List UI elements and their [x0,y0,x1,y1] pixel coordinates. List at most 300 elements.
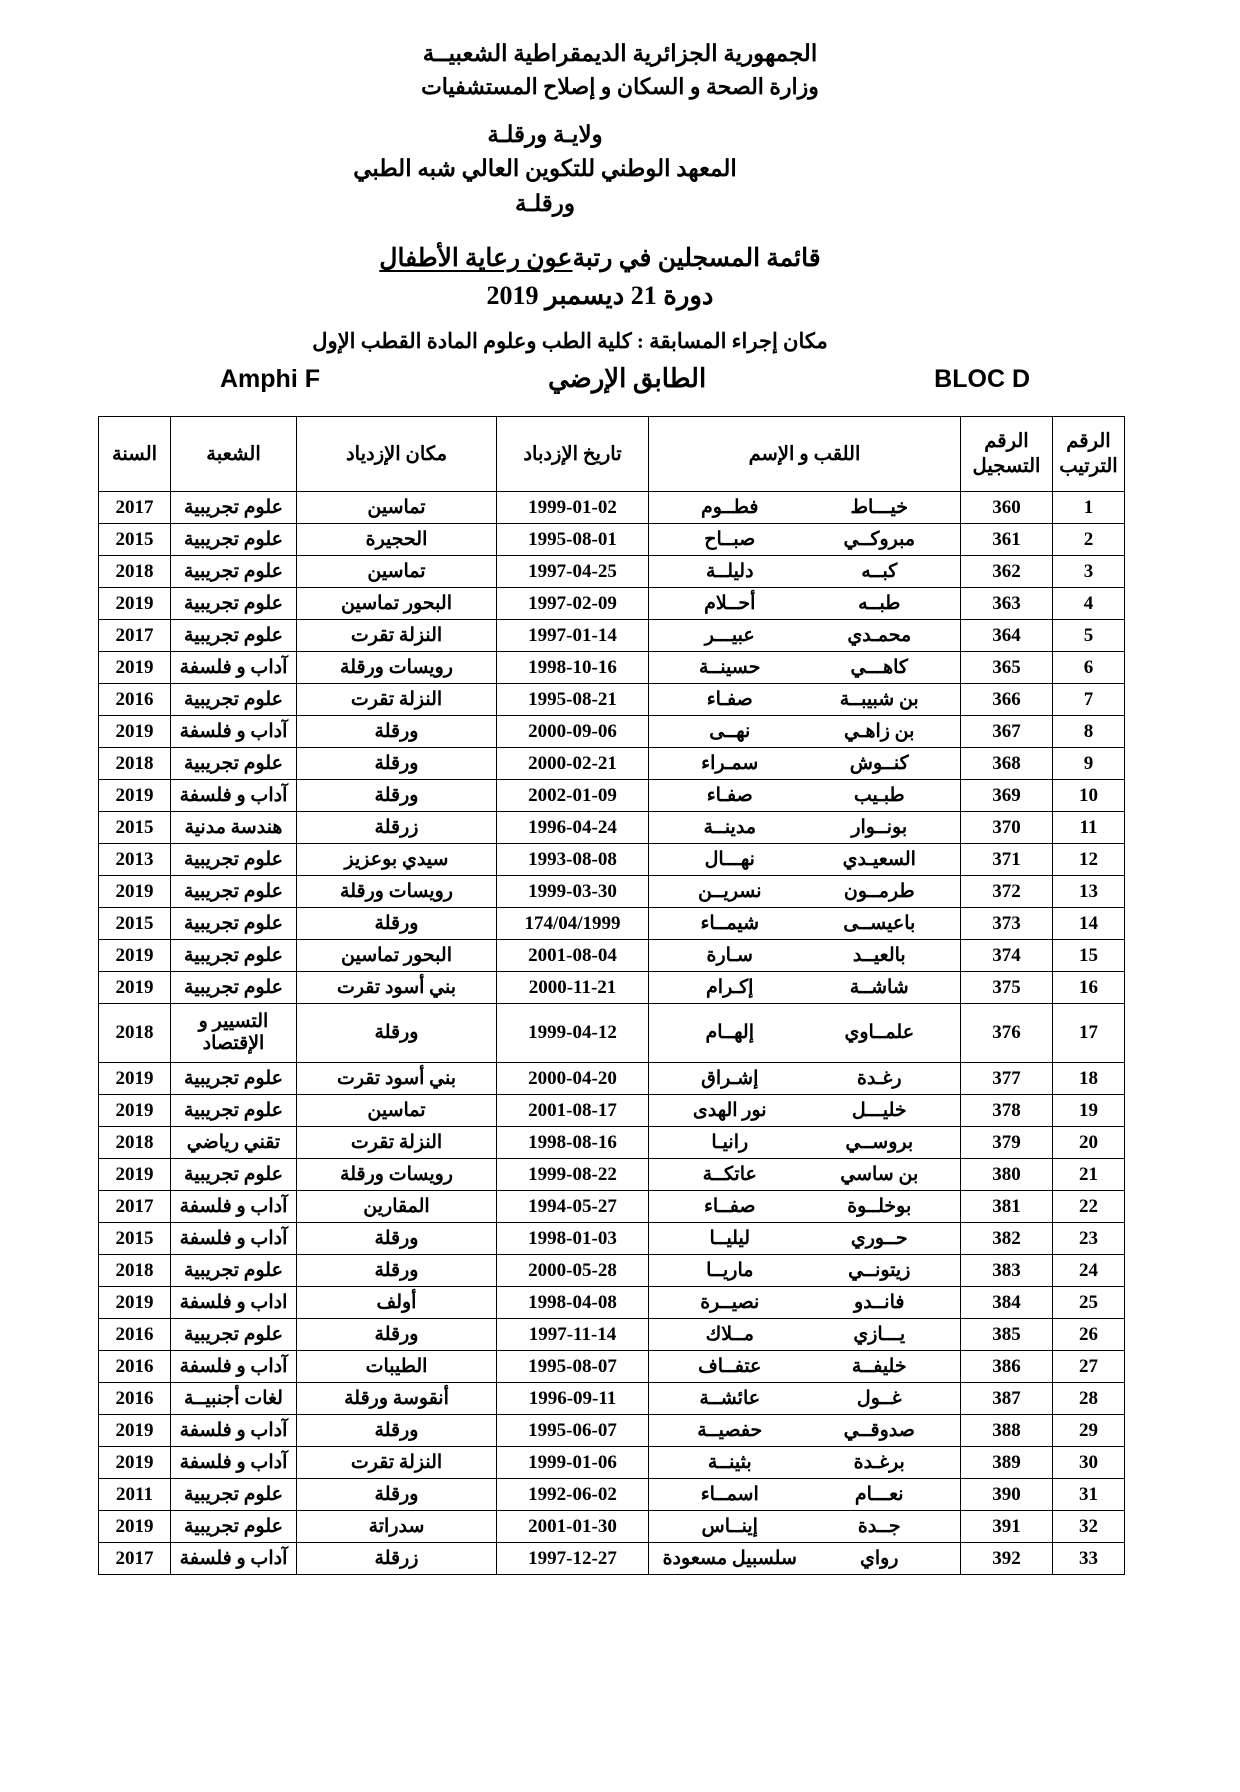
cell-full-name [649,1127,961,1159]
cell-branch: تقني رياضي [171,1127,297,1159]
cell-full-name [649,940,961,972]
cell-rank: 28 [1053,1383,1125,1415]
surname: شاشــة [849,976,909,998]
cell-registration-number: 385 [961,1319,1053,1351]
cell-registration-number: 366 [961,684,1053,716]
cell-year: 2016 [99,1319,171,1351]
cell-branch: علوم تجريبية [171,1063,297,1095]
cell-full-name [649,1319,961,1351]
surname: بن ساسي [840,1163,919,1185]
name-wrapper [649,620,960,651]
surname: كبــه [861,560,898,582]
cell-year: 2019 [99,1287,171,1319]
name-wrapper [649,1095,960,1126]
given-name: إينــاس [701,1515,758,1537]
given-name: إشـراق [701,1067,759,1089]
cell-branch: آداب و فلسفة [171,652,297,684]
cell-full-name [649,844,961,876]
surname: غــول [856,1387,902,1409]
cell-full-name [649,588,961,620]
col-header-place: مكان الإزدياد [297,417,497,492]
cell-full-name [649,1223,961,1255]
cell-registration-number: 382 [961,1223,1053,1255]
cell-branch: علوم تجريبية [171,588,297,620]
name-wrapper [649,1543,960,1574]
cell-birth-place: ورقلة [297,780,497,812]
cell-full-name [649,1351,961,1383]
table-row [99,876,1125,908]
cell-rank: 6 [1053,652,1125,684]
cell-registration-number: 374 [961,940,1053,972]
cell-birth-place: أنقوسة ورقلة [297,1383,497,1415]
page-title [0,243,1200,273]
cell-branch: علوم تجريبية [171,876,297,908]
cell-full-name [649,1511,961,1543]
cell-birth-place: زرقلة [297,812,497,844]
surname: صدوقــي [843,1419,915,1441]
cell-year: 2015 [99,1223,171,1255]
cell-registration-number: 390 [961,1479,1053,1511]
name-wrapper [649,1127,960,1158]
cell-year: 2018 [99,556,171,588]
cell-year: 2019 [99,876,171,908]
cell-full-name [649,1159,961,1191]
cell-rank: 29 [1053,1415,1125,1447]
cell-rank: 2 [1053,524,1125,556]
cell-birth-place: الطيبات [297,1351,497,1383]
given-name: بثينــة [707,1451,752,1473]
cell-year: 2019 [99,588,171,620]
cell-full-name [649,748,961,780]
surname: مبروكــي [843,528,916,550]
name-wrapper [649,1287,960,1318]
cell-year: 2019 [99,780,171,812]
cell-registration-number: 370 [961,812,1053,844]
cell-registration-number: 373 [961,908,1053,940]
cell-registration-number: 375 [961,972,1053,1004]
cell-branch: علوم تجريبية [171,524,297,556]
cell-birth-date: 2000-04-20 [497,1063,649,1095]
name-wrapper [649,844,960,875]
surname: طرمــون [843,880,915,902]
surname: رواي [859,1547,899,1569]
cell-full-name [649,812,961,844]
cell-year: 2019 [99,972,171,1004]
cell-rank: 32 [1053,1511,1125,1543]
cell-full-name [649,620,961,652]
cell-birth-date: 1995-06-07 [497,1415,649,1447]
cell-birth-date: 1997-02-09 [497,588,649,620]
cell-birth-place: النزلة تقرت [297,1447,497,1479]
cell-branch: علوم تجريبية [171,748,297,780]
surname: حــوري [850,1227,908,1249]
cell-branch: آداب و فلسفة [171,1223,297,1255]
given-name: إكـرام [706,976,754,998]
table-row [99,1543,1125,1575]
institute-line: المعهد الوطني للتكوين العالي شبه الطبي [353,156,737,182]
cell-rank: 33 [1053,1543,1125,1575]
given-name: صفـاء [706,784,753,806]
cell-full-name [649,1383,961,1415]
given-name: عائشــة [699,1387,761,1409]
cell-registration-number: 362 [961,556,1053,588]
cell-year: 2019 [99,1063,171,1095]
name-wrapper [649,876,960,907]
cell-birth-date: 1999-01-02 [497,492,649,524]
cell-rank: 17 [1053,1004,1125,1063]
exam-place-line: مكان إجراء المسابقة : كلية الطب وعلوم المادة القطب الإول [312,329,828,354]
cell-birth-place: النزلة تقرت [297,1127,497,1159]
given-name: نور الهدى [692,1099,767,1121]
cell-birth-date: 1996-04-24 [497,812,649,844]
given-name: حفصيــة [697,1419,763,1441]
cell-birth-place: البحور تماسين [297,940,497,972]
cell-birth-date: 1995-08-21 [497,684,649,716]
cell-full-name [649,1287,961,1319]
given-name: نهـــال [704,848,755,870]
table-row [99,1511,1125,1543]
cell-year: 2016 [99,1351,171,1383]
cell-rank: 3 [1053,556,1125,588]
table-row [99,620,1125,652]
cell-branch: علوم تجريبية [171,684,297,716]
name-wrapper [649,1063,960,1094]
table-row [99,1095,1125,1127]
cell-branch: هندسة مدنية [171,812,297,844]
cell-branch: علوم تجريبية [171,908,297,940]
cell-year: 2018 [99,1004,171,1063]
cell-birth-place: المقارين [297,1191,497,1223]
name-wrapper [649,1351,960,1382]
col-header-year: السنة [99,417,171,492]
cell-registration-number: 372 [961,876,1053,908]
table-row [99,1159,1125,1191]
cell-branch: التسيير و الإقتصاد [171,1004,297,1063]
cell-full-name [649,524,961,556]
floor-label: الطابق الإرضي [548,364,707,394]
cell-registration-number: 379 [961,1127,1053,1159]
cell-registration-number: 391 [961,1511,1053,1543]
cell-birth-place: ورقلة [297,908,497,940]
cell-branch: آداب و فلسفة [171,780,297,812]
cell-birth-place: تماسين [297,556,497,588]
cell-birth-date: 1999-03-30 [497,876,649,908]
surname: خليـــل [851,1099,907,1121]
cell-registration-number: 376 [961,1004,1053,1063]
cell-year: 2018 [99,1255,171,1287]
table-row [99,524,1125,556]
cell-branch: علوم تجريبية [171,1479,297,1511]
table-row [99,972,1125,1004]
cell-full-name [649,1063,961,1095]
col-header-branch: الشعبة [171,417,297,492]
cell-year: 2017 [99,492,171,524]
surname: علمــاوي [844,1022,915,1044]
cell-birth-place: النزلة تقرت [297,620,497,652]
name-wrapper [649,908,960,939]
cell-branch: علوم تجريبية [171,1095,297,1127]
cell-rank: 19 [1053,1095,1125,1127]
table-row [99,1447,1125,1479]
cell-birth-date: 2000-11-21 [497,972,649,1004]
given-name: رانيـا [711,1131,749,1153]
cell-branch: آداب و فلسفة [171,1543,297,1575]
table-row [99,1223,1125,1255]
cell-year: 2015 [99,812,171,844]
cell-full-name [649,556,961,588]
given-name: سـارة [706,944,753,966]
cell-registration-number: 386 [961,1351,1053,1383]
table-row [99,652,1125,684]
cell-birth-place: رويسات ورقلة [297,876,497,908]
page-title-prefix: قائمة المسجلين في رتبة [572,245,821,273]
cell-birth-date: 1998-10-16 [497,652,649,684]
cell-rank: 25 [1053,1287,1125,1319]
cell-branch: آداب و فلسفة [171,1351,297,1383]
name-wrapper [649,556,960,587]
cell-birth-date: 2000-09-06 [497,716,649,748]
cell-branch: علوم تجريبية [171,556,297,588]
cell-registration-number: 364 [961,620,1053,652]
cell-rank: 1 [1053,492,1125,524]
cell-year: 2019 [99,716,171,748]
cell-registration-number: 360 [961,492,1053,524]
cell-rank: 7 [1053,684,1125,716]
name-wrapper [649,1255,960,1286]
surname: طبـيب [853,784,905,806]
cell-birth-place: البحور تماسين [297,588,497,620]
cell-rank: 8 [1053,716,1125,748]
given-name: صبــاح [704,528,756,550]
given-name: حسينــة [699,656,761,678]
room-info-row [0,364,1240,394]
cell-birth-place: تماسين [297,1095,497,1127]
surname: باعيســى [843,912,916,934]
cell-branch: علوم تجريبية [171,1511,297,1543]
table-row [99,1415,1125,1447]
cell-birth-place: النزلة تقرت [297,684,497,716]
document-page [0,38,1240,1792]
surname: بروســي [845,1131,914,1153]
given-name: ماريــا [706,1259,754,1281]
cell-birth-date: 1999-01-06 [497,1447,649,1479]
name-wrapper [649,524,960,555]
cell-rank: 12 [1053,844,1125,876]
cell-birth-place: ورقلة [297,1479,497,1511]
surname: بوخلــوة [847,1195,912,1217]
cell-rank: 5 [1053,620,1125,652]
cell-rank: 30 [1053,1447,1125,1479]
cell-birth-place: ورقلة [297,716,497,748]
surname: نعـــام [854,1483,904,1505]
table-row [99,1383,1125,1415]
cell-rank: 23 [1053,1223,1125,1255]
cell-year: 2016 [99,1383,171,1415]
col-header-name: اللقب و الإسم [649,417,961,492]
cell-rank: 11 [1053,812,1125,844]
cell-full-name [649,1479,961,1511]
given-name: مدينــة [703,816,756,838]
given-name: أحــلام [704,592,756,614]
cell-rank: 24 [1053,1255,1125,1287]
cell-registration-number: 384 [961,1287,1053,1319]
cell-birth-place: ورقلة [297,1415,497,1447]
cell-birth-place: ورقلة [297,748,497,780]
city-line: ورقلـة [515,190,575,216]
cell-full-name [649,1004,961,1063]
cell-registration-number: 361 [961,524,1053,556]
table-row [99,748,1125,780]
cell-branch: علوم تجريبية [171,620,297,652]
cell-year: 2017 [99,620,171,652]
given-name: صفـاء [706,688,753,710]
col-header-rank: الرقم الترتيب [1053,417,1125,492]
table-row [99,812,1125,844]
col-header-reg: الرقم التسجيل [961,417,1053,492]
given-name: ليليــا [709,1227,750,1249]
cell-registration-number: 371 [961,844,1053,876]
cell-rank: 31 [1053,1479,1125,1511]
cell-birth-date: 1999-08-22 [497,1159,649,1191]
cell-full-name [649,1255,961,1287]
table-row [99,1351,1125,1383]
cell-birth-place: رويسات ورقلة [297,652,497,684]
cell-rank: 16 [1053,972,1125,1004]
given-name: نصيــرة [700,1291,760,1313]
table-head [99,417,1125,492]
name-wrapper [649,716,960,747]
name-wrapper [649,1447,960,1478]
cell-year: 2019 [99,940,171,972]
cell-branch: لغات أجنبيــة [171,1383,297,1415]
name-wrapper [649,652,960,683]
cell-full-name [649,876,961,908]
given-name: فطــوم [701,496,759,518]
surname: بن زاهـي [844,720,915,742]
cell-branch: علوم تجريبية [171,1319,297,1351]
cell-registration-number: 381 [961,1191,1053,1223]
cell-birth-place: بني أسود تقرت [297,972,497,1004]
cell-registration-number: 365 [961,652,1053,684]
cell-branch: آداب و فلسفة [171,716,297,748]
surname: السعيـدي [842,848,916,870]
surname: فانــدو [854,1291,905,1313]
given-name: مــلاك [705,1323,754,1345]
name-wrapper [649,1191,960,1222]
name-wrapper [649,748,960,779]
cell-full-name [649,1447,961,1479]
cell-birth-date: 2001-01-30 [497,1511,649,1543]
cell-branch: اداب و فلسفة [171,1287,297,1319]
national-header [0,38,1240,102]
surname: طبــه [858,592,901,614]
cell-birth-date: 1996-09-11 [497,1383,649,1415]
cell-birth-date: 1997-04-25 [497,556,649,588]
table-body [99,492,1125,1575]
cell-full-name [649,1415,961,1447]
cell-year: 2015 [99,908,171,940]
name-wrapper [649,588,960,619]
cell-birth-place: ورقلة [297,1223,497,1255]
table-row [99,716,1125,748]
cell-registration-number: 378 [961,1095,1053,1127]
table-row [99,1287,1125,1319]
cell-birth-date: 1993-08-08 [497,844,649,876]
cell-year: 2019 [99,652,171,684]
cell-birth-date: 1999-04-12 [497,1004,649,1063]
table-row [99,1191,1125,1223]
cell-full-name [649,684,961,716]
given-name: إلهــام [705,1022,754,1044]
cell-year: 2016 [99,684,171,716]
surname: برغـدة [853,1451,905,1473]
cell-year: 2019 [99,1415,171,1447]
cell-branch: علوم تجريبية [171,1255,297,1287]
cell-branch: علوم تجريبية [171,972,297,1004]
name-wrapper [649,1479,960,1510]
surname: كنــوش [849,752,909,774]
cell-birth-date: 1994-05-27 [497,1191,649,1223]
republic-line: الجمهورية الجزائرية الديمقراطية الشعبيــة [422,41,818,66]
cell-rank: 27 [1053,1351,1125,1383]
cell-registration-number: 367 [961,716,1053,748]
cell-birth-place: ورقلة [297,1004,497,1063]
cell-registration-number: 380 [961,1159,1053,1191]
cell-rank: 20 [1053,1127,1125,1159]
cell-rank: 9 [1053,748,1125,780]
table-row [99,940,1125,972]
cell-full-name [649,652,961,684]
table-row [99,556,1125,588]
surname: كاهـــي [850,656,908,678]
given-name: صفــاء [703,1195,756,1217]
cell-rank: 13 [1053,876,1125,908]
cell-birth-date: 1998-04-08 [497,1287,649,1319]
cell-birth-place: أولف [297,1287,497,1319]
given-name: نسريــن [697,880,762,902]
cell-year: 2017 [99,1191,171,1223]
cell-birth-date: 2002-01-09 [497,780,649,812]
cell-full-name [649,1191,961,1223]
table-row [99,1479,1125,1511]
cell-full-name [649,492,961,524]
surname: رغـدة [856,1067,902,1089]
given-name: سمـراء [701,752,759,774]
session-line: دورة 21 ديسمبر 2019 [486,281,714,311]
table-row [99,1255,1125,1287]
surname: جــدة [857,1515,901,1537]
cell-year: 2011 [99,1479,171,1511]
cell-registration-number: 389 [961,1447,1053,1479]
cell-registration-number: 383 [961,1255,1053,1287]
surname: يـــازي [853,1323,906,1345]
name-wrapper [649,1319,960,1350]
cell-registration-number: 388 [961,1415,1053,1447]
table-header-row [99,417,1125,492]
page-title-rank: عون رعاية الأطفال [379,245,573,273]
cell-rank: 4 [1053,588,1125,620]
cell-birth-date: 2001-08-04 [497,940,649,972]
institute-header [0,118,1090,222]
cell-birth-date: 2001-08-17 [497,1095,649,1127]
given-name: شيمــاء [700,912,759,934]
cell-registration-number: 387 [961,1383,1053,1415]
cell-birth-place: الحجيرة [297,524,497,556]
cell-birth-place: ورقلة [297,1255,497,1287]
cell-registration-number: 369 [961,780,1053,812]
cell-full-name [649,972,961,1004]
surname: بن شبيبــة [839,688,919,710]
